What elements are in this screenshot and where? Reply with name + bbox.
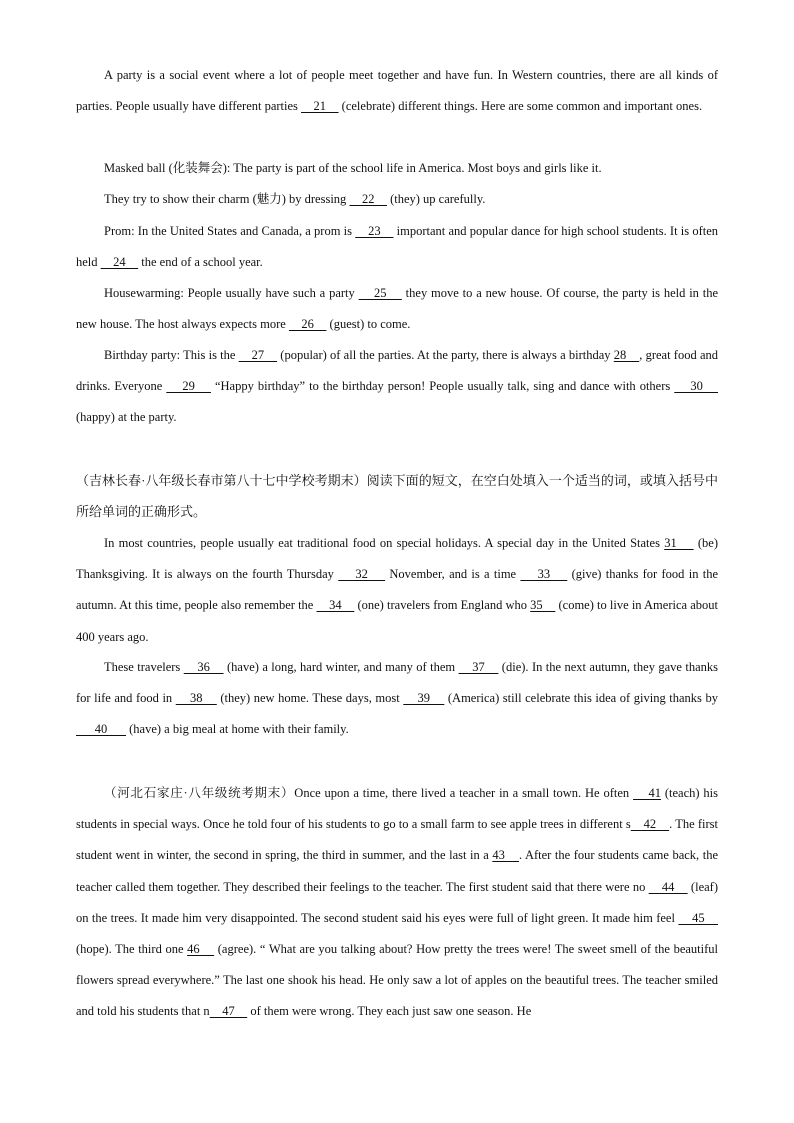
answer-blank[interactable]: 47	[209, 1004, 248, 1019]
text-run: (celebrate) different things. Here are some common and important ones.	[338, 99, 703, 114]
text-run: Housewarming: People usually have such a party	[104, 286, 359, 300]
text-run: (leaf) on the trees. It made him very disappointed. The second student said his eyes were full of light green. It made him feel	[76, 879, 718, 925]
answer-blank[interactable]: 31	[664, 536, 694, 550]
text-run: （河北石家庄·八年级统考期末）Once upon a time, there lived a teacher in a small town. He often	[104, 786, 634, 800]
text-run: Prom: In the United States and Canada, a prom is	[104, 224, 356, 238]
passage1-paragraph-housewarming	[76, 278, 718, 340]
answer-blank[interactable]: 43	[492, 848, 519, 863]
text-run: (America) still celebrate this idea of giving thanks by	[444, 691, 718, 706]
answer-blank[interactable]: 45	[678, 910, 719, 925]
text-run: They try to show their charm (魅力) by dressing	[104, 192, 350, 206]
passage2-instruction: （吉林长春·八年级长春市第八十七中学校考期末）阅读下面的短文，在空白处填入一个适当的词，或填入括号中所给单词的正确形式。	[76, 473, 718, 520]
text-run: A party is a social event where a lot of people meet together and have fun. In Western countries, there are all kinds of parties. People usually have different parties	[76, 68, 718, 114]
answer-blank[interactable]: 25	[358, 286, 402, 300]
passage1-paragraph-birthday	[76, 340, 718, 434]
answer-blank[interactable]: 21	[301, 99, 339, 114]
answer-blank[interactable]: 40	[76, 722, 126, 737]
text-run: . The first student went in winter, the second in spring, the third in summer, and the last in a	[76, 817, 719, 863]
answer-blank[interactable]: 32	[338, 567, 386, 582]
text-run: , great food and drinks. Everyone	[76, 348, 718, 394]
text-run: “Happy birthday” to the birthday person! People usually talk, sing and dance with others	[210, 379, 675, 394]
text-run: (one) travelers from England who	[354, 598, 531, 613]
text-run: (they) new home. These days, most	[216, 691, 404, 706]
text-run: November, and is a time	[385, 567, 521, 582]
answer-blank[interactable]: 44	[648, 879, 688, 894]
text-run: (hope). The third one	[76, 942, 188, 957]
answer-blank[interactable]: 23	[355, 224, 394, 238]
answer-blank[interactable]: 37	[458, 660, 499, 674]
text-run: important and popular dance for high school students. It is often held	[76, 224, 718, 270]
answer-blank[interactable]: 26	[288, 317, 327, 332]
text-run: (happy) at the party.	[76, 410, 177, 425]
answer-blank[interactable]: 41	[633, 786, 661, 800]
answer-blank[interactable]: 38	[175, 691, 217, 706]
answer-blank[interactable]: 33	[520, 567, 568, 582]
answer-blank[interactable]: 29	[166, 379, 211, 394]
text-run: (popular) of all the parties. At the party, there is always a birthday	[277, 348, 614, 362]
text-run: Birthday party: This is the	[104, 348, 239, 362]
text-run: These travelers	[104, 660, 184, 674]
answer-blank[interactable]: 36	[183, 660, 224, 674]
answer-blank[interactable]: 27	[238, 348, 278, 362]
text-run: (come) to live in America about 400 years ago.	[76, 598, 718, 644]
text-run: (agree). “ What are you talking about? How pretty the trees were! The sweet smell of the beautiful flowers spread everywhere.” The last one shook his head. He only saw a lot of apples on the beautiful trees. The teacher smiled and told his students that n	[76, 942, 718, 1019]
text-run: of them were wrong. They each just saw one season. He	[247, 1004, 532, 1019]
text-run: (die). In the next autumn, they gave thanks for life and food in	[76, 660, 719, 706]
answer-blank[interactable]: 28	[613, 348, 640, 362]
passage2-paragraph-travelers	[76, 652, 718, 746]
passage1-paragraph-charm	[76, 184, 718, 215]
passage3-paragraph-teacher	[76, 778, 718, 1028]
passage1-paragraph-masked-ball	[76, 153, 718, 184]
text-run: (have) a long, hard winter, and many of them	[223, 660, 459, 674]
text-run: (guest) to come.	[326, 317, 411, 332]
answer-blank[interactable]: 35	[530, 598, 556, 613]
answer-blank[interactable]: 46	[187, 942, 215, 957]
text-run: (teach) his students in special ways. Once he told four of his students to go to a small farm to see apple trees in different s	[76, 786, 719, 832]
passage2-paragraph-thanksgiving	[76, 528, 718, 653]
answer-blank[interactable]: 39	[403, 691, 445, 706]
text-run: (give) thanks for food in the autumn. At this time, people also remember the	[76, 567, 719, 613]
text-run: (have) a big meal at home with their family.	[126, 722, 349, 737]
answer-blank[interactable]: 30	[674, 379, 719, 394]
text-run: . After the four students came back, the teacher called them together. They described their feelings to the teacher. The first student said that there were no	[76, 848, 718, 894]
text-run: they move to a new house. Of course, the party is held in the new house. The host always expects more	[76, 286, 719, 332]
text-run: (be) Thanksgiving. It is always on the fourth Thursday	[76, 536, 719, 582]
text-run: the end of a school year.	[138, 255, 263, 270]
answer-blank[interactable]: 24	[100, 255, 139, 270]
text-run: (they) up carefully.	[386, 192, 486, 206]
text-run: Masked ball (化装舞会): The party is part of the school life in America. Most boys and girls like it.	[104, 161, 602, 175]
answer-blank[interactable]: 34	[316, 598, 355, 613]
passage1-paragraph-intro	[76, 60, 718, 122]
text-run: In most countries, people usually eat traditional food on special holidays. A special day in the United States	[104, 536, 665, 550]
passage1-paragraph-prom	[76, 216, 718, 278]
answer-blank[interactable]: 22	[349, 192, 387, 206]
answer-blank[interactable]: 42	[630, 817, 670, 832]
